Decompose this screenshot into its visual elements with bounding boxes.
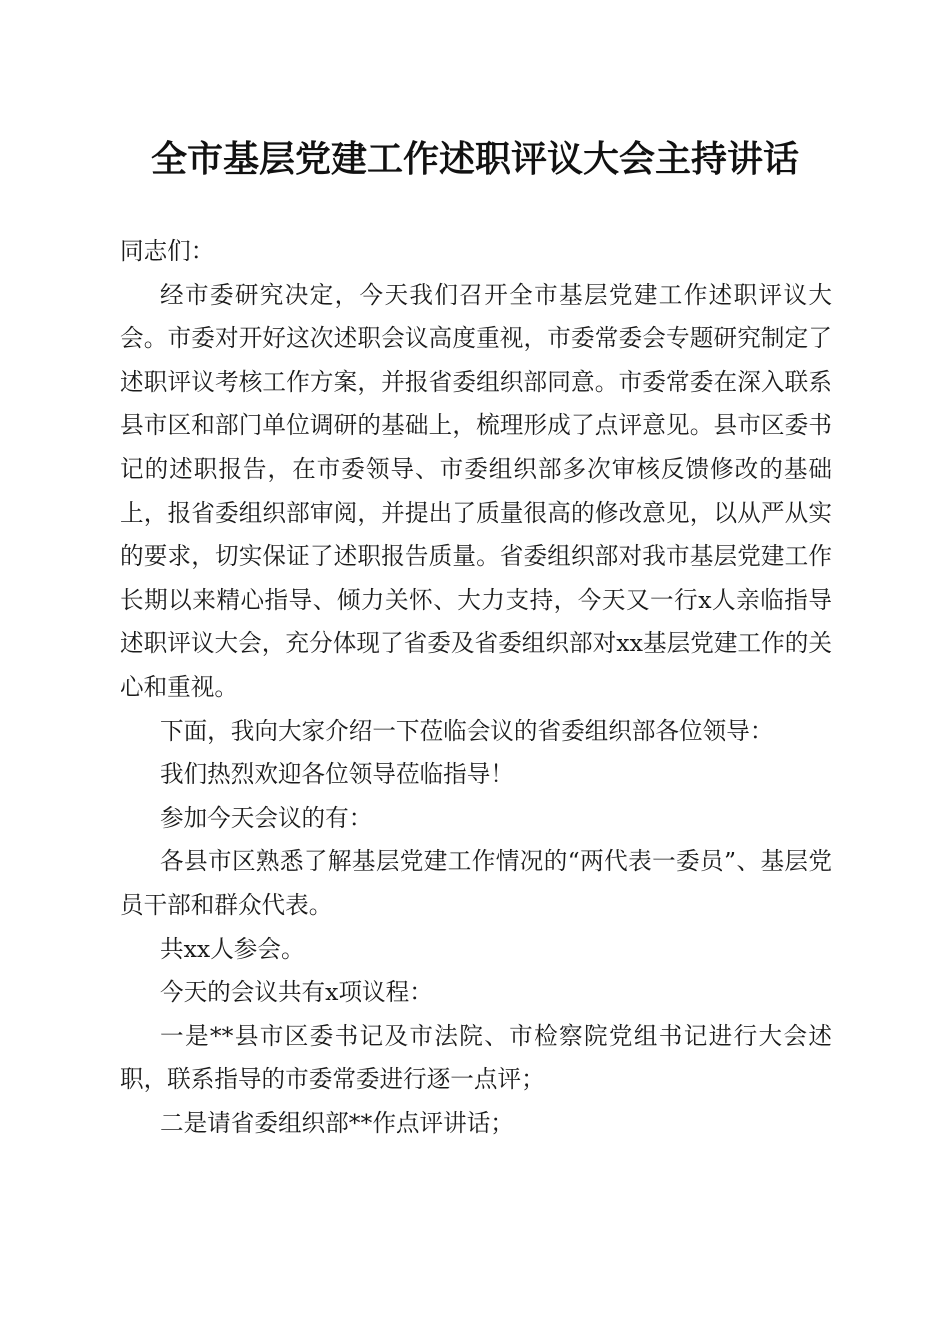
paragraph-intro: 经市委研究决定，今天我们召开全市基层党建工作述职评议大会。市委对开好这次述职会议高度重视，市委常委会专题研究制定了述职评议考核工作方案，并报省委组织部同意。市委常委在深入联系县市区和部门单位调研的基础上，梳理形成了点评意见。县市区委书记的述职报告，在市委领导、市委组织部多次审核反馈修改的基础上，报省委组织部审阅，并提出了质量很高的修改意见，以从严从实的要求，切实保证了述职报告质量。省委组织部对我市基层党建工作长期以来精心指导、倾力关怀、大力支持，今天又一行x人亲临指导述职评议大会，充分体现了省委及省委组织部对xx基层党建工作的关心和重视。 bbox=[120, 280, 832, 701]
agenda-item-1: 一是**县市区委书记及市法院、市检察院党组书记进行大会述职，联系指导的市委常委进行逐一点评； bbox=[120, 1021, 832, 1094]
paragraph-count: 共xx人参会。 bbox=[160, 934, 305, 963]
paragraph-leaders-intro: 下面，我向大家介绍一下莅临会议的省委组织部各位领导： bbox=[160, 716, 774, 745]
salutation: 同志们： bbox=[120, 237, 215, 265]
paragraph-welcome: 我们热烈欢迎各位领导莅临指导！ bbox=[160, 760, 514, 789]
paragraph-attendees: 各县市区熟悉了解基层党建工作情况的“两代表一委员”、基层党员干部和群众代表。 bbox=[120, 847, 832, 919]
agenda-item-2: 二是请省委组织部**作点评讲话； bbox=[160, 1108, 514, 1137]
paragraph-attendees-label: 参加今天会议的有： bbox=[160, 803, 373, 832]
document-title: 全市基层党建工作述职评议大会主持讲话 bbox=[150, 138, 799, 180]
paragraph-agenda-label: 今天的会议共有x项议程： bbox=[160, 978, 433, 1007]
document-body bbox=[120, 230, 832, 1145]
